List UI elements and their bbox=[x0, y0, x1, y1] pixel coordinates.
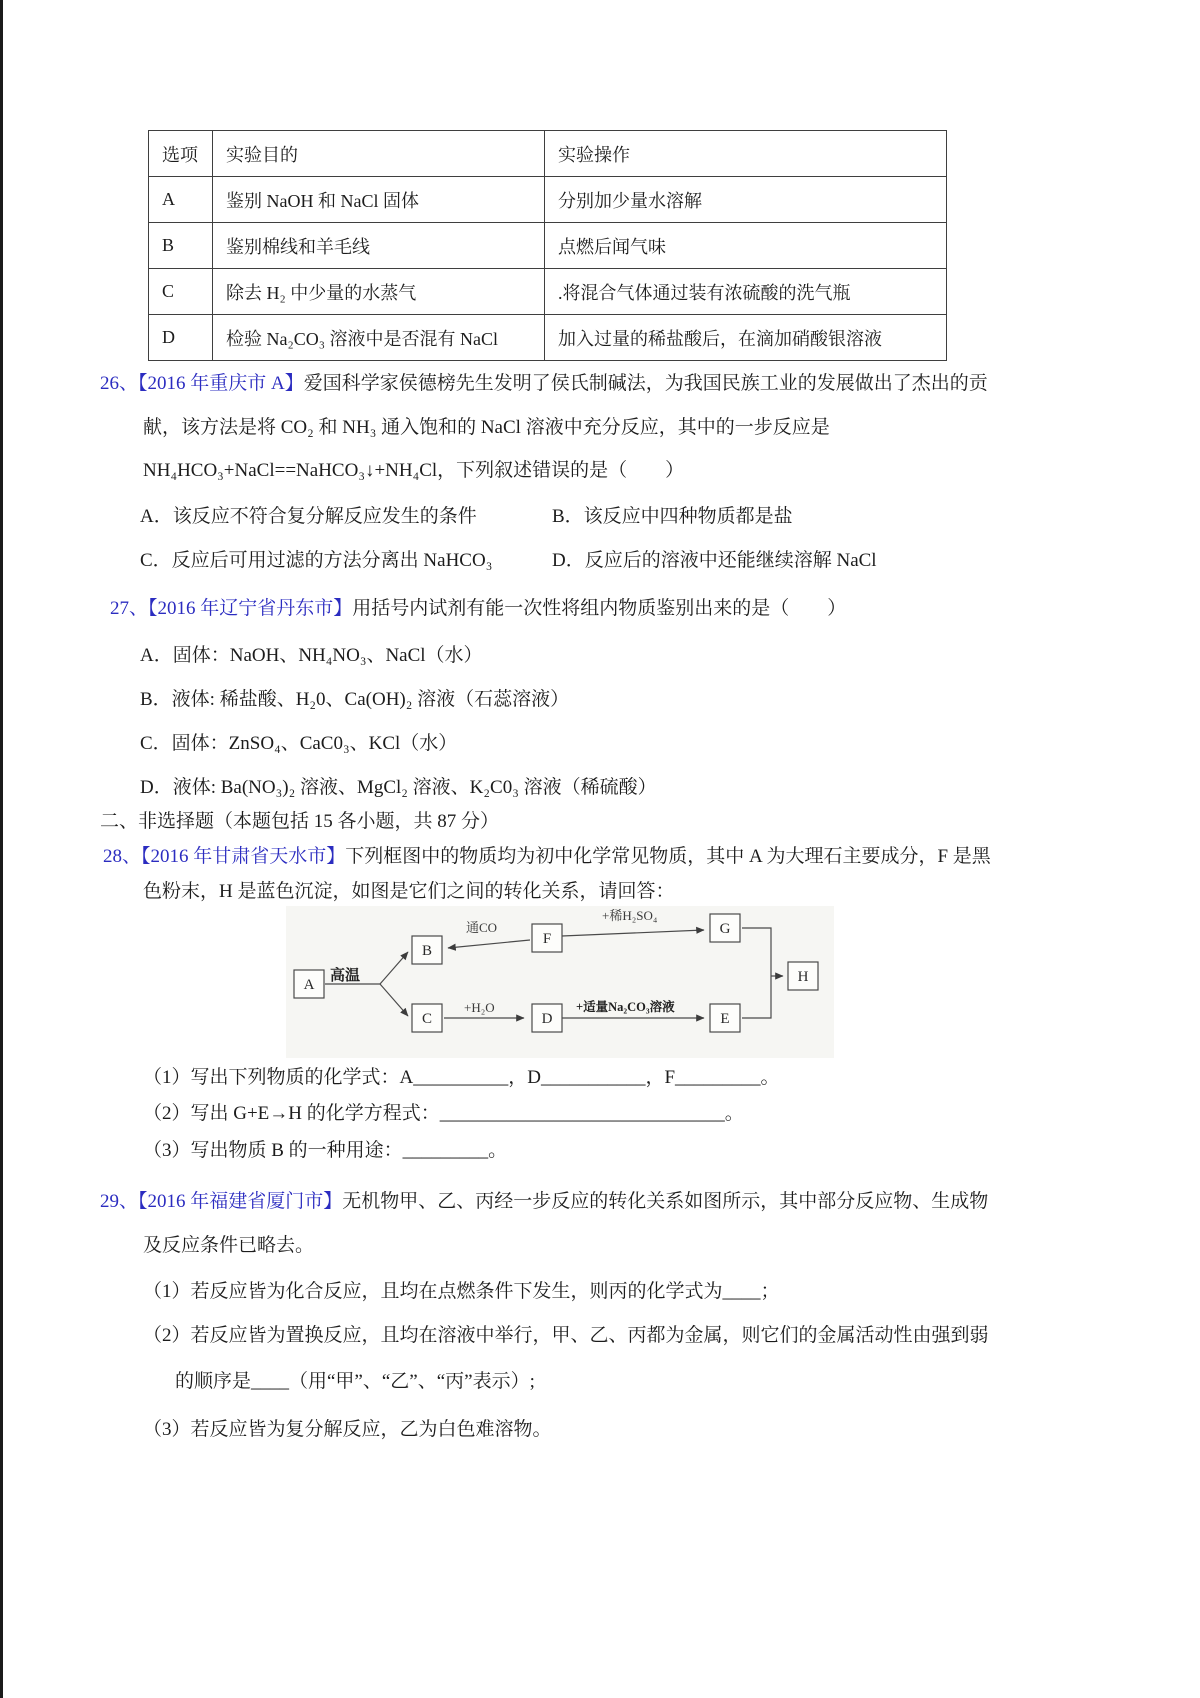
q28-number: 28、 bbox=[103, 846, 142, 867]
cell-option: C bbox=[149, 269, 213, 315]
q26-equation: NH₄HCO₃+NaCl==NaHCO₃↓+NH₄Cl，下列叙述错误的是（ ） bbox=[143, 460, 685, 481]
q28-source-tag: 【2016 年甘肃省天水市】 bbox=[141, 846, 346, 867]
conversion-diagram-svg bbox=[286, 906, 834, 1058]
arrow-a-split bbox=[325, 952, 408, 1016]
q26-line1 bbox=[100, 372, 988, 396]
cell-option: A bbox=[149, 177, 213, 223]
cell-option: B bbox=[149, 223, 213, 269]
q28-sub3-text: （3）写出物质 B 的一种用途：_________。 bbox=[143, 1140, 508, 1161]
q28-body: 下列框图中的物质均为初中化学常见物质，其中 A 为大理石主要成分，F 是黑 bbox=[345, 846, 991, 867]
col-header-operation: 实验操作 bbox=[545, 131, 947, 177]
table-row bbox=[149, 269, 947, 315]
table-row bbox=[149, 177, 947, 223]
q27-stem bbox=[110, 597, 846, 621]
q28-conversion-diagram bbox=[286, 906, 834, 1058]
q28-line2 bbox=[143, 880, 674, 904]
q28-sub1-text: （1）写出下列物质的化学式：A__________，D___________，F_________。 bbox=[143, 1067, 780, 1088]
label-h2o: +H₂O bbox=[464, 1000, 495, 1015]
q27-option-d bbox=[140, 776, 657, 800]
q29-body: 无机物甲、乙、丙经一步反应的转化关系如图所示，其中部分反应物、生成物 bbox=[342, 1191, 989, 1212]
cell-operation: .将混合气体通过装有浓硫酸的洗气瓶 bbox=[545, 269, 947, 315]
cell-option: D bbox=[149, 315, 213, 361]
q29-line1 bbox=[100, 1190, 988, 1214]
label-tong-co: 通CO bbox=[466, 920, 498, 935]
q29-sub1 bbox=[143, 1280, 780, 1304]
q27-source-tag: 【2016 年辽宁省丹东市】 bbox=[148, 598, 353, 619]
arrow-g-e-to-h bbox=[742, 928, 783, 1018]
svg-text:E: E bbox=[720, 1011, 730, 1027]
q26-line2 bbox=[143, 416, 830, 440]
scan-edge-line bbox=[0, 0, 3, 1698]
q26-option-c: C．反应后可用过滤的方法分离出 NaHCO₃ bbox=[140, 550, 493, 571]
experiment-table bbox=[148, 130, 947, 361]
cell-operation: 点燃后闻气味 bbox=[545, 223, 947, 269]
q28-sub1 bbox=[143, 1066, 780, 1090]
cell-purpose: 除去 H₂ 中少量的水蒸气 bbox=[213, 269, 545, 315]
q26-body: 爱国科学家侯德榜先生发明了侯氏制碱法，为我国民族工业的发展做出了杰出的贡 bbox=[303, 373, 988, 394]
diagram-box-c bbox=[412, 1004, 442, 1032]
q29-body: 及反应条件已略去。 bbox=[143, 1235, 315, 1256]
table-row bbox=[149, 315, 947, 361]
svg-text:C: C bbox=[421, 1011, 433, 1027]
q27-number: 27、 bbox=[110, 598, 149, 619]
svg-text:B: B bbox=[421, 943, 433, 959]
diagram-box-g bbox=[710, 914, 740, 942]
col-header-option: 选项 bbox=[149, 131, 213, 177]
q27-option-c-text: C．固体：ZnSO₄、CaC0₃、KCl（水） bbox=[140, 733, 458, 754]
q27-option-b bbox=[140, 688, 569, 712]
section-heading-text: 二、非选择题（本题包括 15 各小题，共 87 分） bbox=[100, 811, 500, 832]
q29-sub3-text: （3）若反应皆为复分解反应，乙为白色难溶物。 bbox=[143, 1419, 552, 1440]
svg-text:G: G bbox=[719, 921, 731, 937]
q27-option-a bbox=[140, 644, 483, 668]
q29-sub2-text2: 的顺序是____（用“甲”、“乙”、“丙”表示）; bbox=[175, 1371, 535, 1392]
cell-operation: 分别加少量水溶解 bbox=[545, 177, 947, 223]
q29-line2 bbox=[143, 1234, 314, 1258]
cell-purpose: 鉴别 NaOH 和 NaCl 固体 bbox=[213, 177, 545, 223]
q29-sub3 bbox=[143, 1418, 552, 1442]
diagram-box-f bbox=[532, 924, 562, 952]
q29-sub2-text: （2）若反应皆为置换反应，且均在溶液中举行，甲、乙、丙都为金属，则它们的金属活动性由强到弱 bbox=[143, 1325, 989, 1346]
svg-text:A: A bbox=[303, 977, 315, 993]
q27-option-d-text: D．液体: Ba(NO₃)₂ 溶液、MgCl₂ 溶液、K₂C0₃ 溶液（稀硫酸） bbox=[140, 777, 657, 798]
q26-options-cd bbox=[140, 549, 877, 573]
svg-text:D: D bbox=[541, 1011, 553, 1027]
diagram-box-d bbox=[532, 1004, 562, 1032]
q29-sub1-text: （1）若反应皆为化合反应，且均在点燃条件下发生，则丙的化学式为____； bbox=[143, 1281, 780, 1302]
q28-sub3 bbox=[143, 1139, 507, 1163]
q27-option-a-text: A．固体：NaOH、NH₄NO₃、NaCl（水） bbox=[140, 645, 483, 666]
q26-option-a: A．该反应不符合复分解反应发生的条件 bbox=[140, 506, 477, 527]
arrow-f-to-g bbox=[562, 930, 704, 936]
diagram-box-b bbox=[412, 936, 442, 964]
diagram-box-e bbox=[710, 1004, 740, 1032]
table-row bbox=[149, 223, 947, 269]
q29-sub2-line2 bbox=[175, 1370, 535, 1394]
q28-body: 色粉末，H 是蓝色沉淀，如图是它们之间的转化关系，请回答： bbox=[143, 881, 675, 902]
q27-option-b-text: B．液体: 稀盐酸、H₂0、Ca(OH)₂ 溶液（石蕊溶液） bbox=[140, 689, 570, 710]
q26-line3 bbox=[143, 459, 684, 483]
q27-body: 用括号内试剂有能一次性将组内物质鉴别出来的是（ ） bbox=[352, 598, 847, 619]
q28-sub2-text: （2）写出 G+E→H 的化学方程式：______________________________。 bbox=[143, 1103, 744, 1124]
svg-text:H: H bbox=[797, 969, 809, 985]
svg-text:F: F bbox=[542, 931, 552, 947]
cell-purpose: 检验 Na₂CO₃ 溶液中是否混有 NaCl bbox=[213, 315, 545, 361]
diagram-box-a bbox=[294, 970, 324, 998]
q28-line1 bbox=[103, 845, 991, 869]
q26-option-d: D．反应后的溶液中还能继续溶解 NaCl bbox=[552, 550, 877, 571]
arrow-f-to-b bbox=[448, 940, 530, 948]
label-na2co3: +适量Na₂CO₃溶液 bbox=[576, 1000, 675, 1014]
q29-source-tag: 【2016 年福建省厦门市】 bbox=[138, 1191, 343, 1212]
label-gaowen: 高温 bbox=[330, 968, 361, 984]
section-heading bbox=[100, 810, 499, 834]
q26-number: 26、 bbox=[100, 373, 139, 394]
q26-options-ab bbox=[140, 505, 793, 529]
q29-sub2-line1 bbox=[143, 1324, 989, 1348]
q26-body: 献，该方法是将 CO₂ 和 NH₃ 通入饱和的 NaCl 溶液中充分反应，其中的一步反应是 bbox=[143, 417, 830, 438]
cell-operation: 加入过量的稀盐酸后，在滴加硝酸银溶液 bbox=[545, 315, 947, 361]
q27-option-c bbox=[140, 732, 457, 756]
q26-option-b: B．该反应中四种物质都是盐 bbox=[552, 506, 793, 527]
q28-sub2 bbox=[143, 1102, 744, 1126]
q26-source-tag: 【2016 年重庆市 A】 bbox=[138, 373, 304, 394]
label-xi-h2so4: +稀H₂SO₄ bbox=[602, 908, 658, 923]
table-header-row bbox=[149, 131, 947, 177]
col-header-purpose: 实验目的 bbox=[213, 131, 545, 177]
cell-purpose: 鉴别棉线和羊毛线 bbox=[213, 223, 545, 269]
q29-number: 29、 bbox=[100, 1191, 139, 1212]
diagram-box-h bbox=[788, 962, 818, 990]
